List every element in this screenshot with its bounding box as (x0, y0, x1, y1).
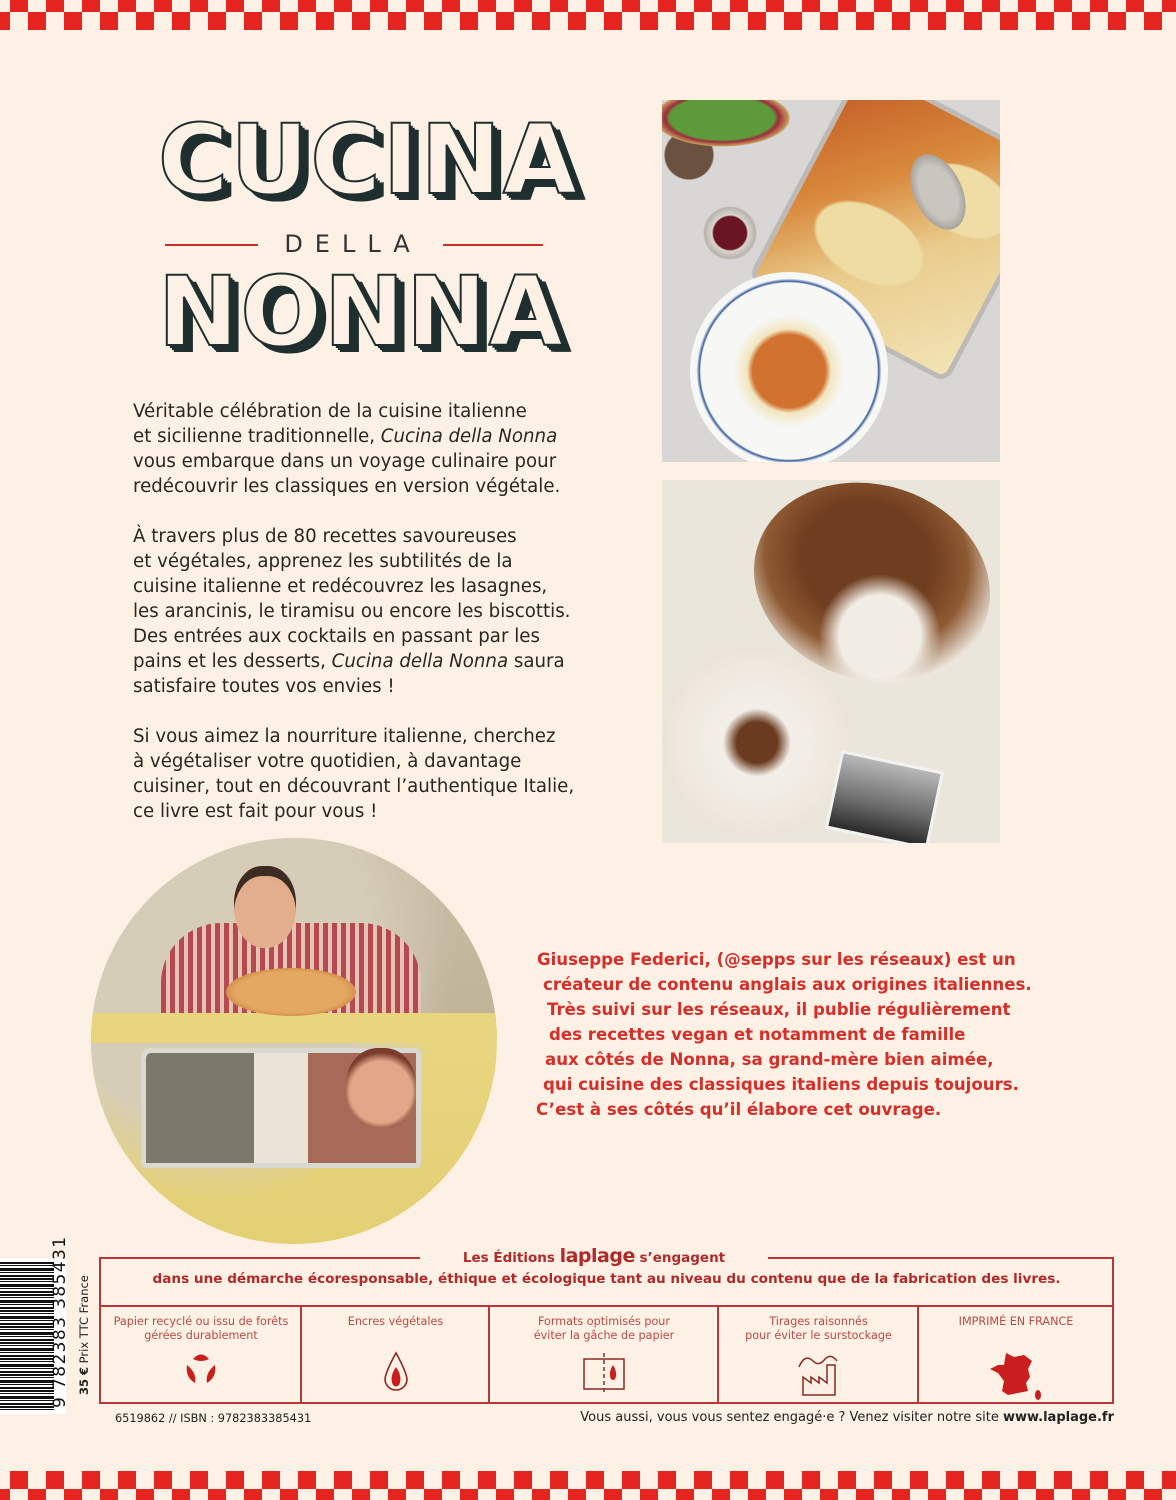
checker-row (0, 1489, 1176, 1500)
lasagna-plate (690, 272, 888, 462)
price-suffix: Prix TTC France (77, 1275, 91, 1367)
text-line: cuisiner, tout en découvrant l’authentique Italie, (133, 776, 575, 797)
author-bio (505, 947, 1032, 1122)
item-label: IMPRIMÉ EN FRANCE (958, 1315, 1074, 1328)
item-label: gérées durablement (144, 1329, 258, 1342)
title-nonna: NONNA (158, 256, 565, 368)
checker-row (0, 12, 1176, 30)
engagement-item-vegetable-inks (300, 1307, 489, 1404)
text-line: les arancinis, le tiramisu ou encore les biscottis. (133, 601, 571, 622)
title-rule-left (165, 244, 258, 246)
engagement-item-recycled-paper (101, 1307, 301, 1404)
text-line: satisfaire toutes vos envies ! (133, 676, 395, 697)
text-line: vous embarque dans un voyage culinaire pour (133, 451, 557, 472)
tiramisu-bowl (662, 645, 852, 840)
heading-prefix: Les Éditions (462, 1250, 560, 1266)
bio-line: des recettes vegan et notamment de famille (549, 1025, 966, 1044)
text-fragment: et sicilienne traditionnelle, (133, 426, 381, 447)
vintage-photograph (825, 750, 944, 843)
author-head (234, 866, 296, 948)
text-fragment: pains et les desserts, (133, 651, 332, 672)
barcode-bars (0, 1262, 54, 1410)
recycled-leaves-icon (183, 1351, 219, 1387)
nonna-face (346, 1048, 416, 1128)
description-paragraph-1 (133, 399, 633, 499)
title-cucina: CUCINA (158, 104, 580, 216)
checkered-border-top (0, 0, 1176, 30)
text-line: et végétales, apprenez les subtilités de la (133, 551, 513, 572)
checker-row (0, 0, 1176, 12)
ink-drop-leaf-icon (381, 1351, 411, 1395)
text-line: À travers plus de 80 recettes savoureuses (133, 526, 517, 547)
laplage-logo: laplage (559, 1245, 635, 1267)
item-label: éviter la gâche de papier (533, 1329, 675, 1342)
bio-line: qui cuisine des classiques italiens depuis toujours. (543, 1075, 1019, 1094)
item-label: pour éviter le surstockage (745, 1329, 892, 1342)
website-link[interactable]: www.laplage.fr (1002, 1410, 1114, 1425)
text-line: Des entrées aux cocktails en passant par les (133, 626, 540, 647)
book-description (133, 399, 633, 849)
engagement-item-printed-in-france (917, 1307, 1113, 1404)
text-line: Véritable célébration de la cuisine italienne (133, 401, 527, 422)
author-photo (91, 838, 497, 1244)
text-line: à végétaliser votre quotidien, à davantage (133, 751, 522, 772)
title-della: DELLA (284, 230, 422, 258)
text-line (133, 649, 633, 674)
factory-icon (797, 1351, 841, 1397)
bio-line: créateur de contenu anglais aux origines italiennes. (543, 975, 1032, 994)
france-map-icon (988, 1351, 1044, 1403)
pizza (226, 968, 356, 1016)
description-paragraph-3 (133, 724, 633, 824)
price-value: 35 € (77, 1366, 91, 1395)
barcode-digits: 9 782383 385431 (50, 1235, 70, 1408)
text-line: Si vous aimez la nourriture italienne, cherchez (133, 726, 556, 747)
bio-line: aux côtés de Nonna, sa grand-mère bien aimée, (545, 1050, 994, 1069)
bio-line: Giuseppe Federici, (@sepps sur les réseaux) est un (537, 950, 1016, 969)
visit-website-line (580, 1410, 1114, 1425)
book-title-italic: Cucina della Nonna (380, 426, 558, 447)
price-label (77, 1275, 91, 1395)
item-label: Encres végétales (347, 1315, 444, 1328)
visit-text: Vous aussi, vous vous sentez engagé·e ? Venez visiter notre site (580, 1410, 1003, 1425)
checker-row (0, 1471, 1176, 1489)
isbn-line: 6519862 // ISBN : 9782383385431 (115, 1412, 312, 1425)
item-label: Papier recyclé ou issu de forêts (113, 1315, 289, 1328)
lasagna-photo (662, 100, 1000, 462)
text-line: ce livre est fait pour vous ! (133, 801, 378, 822)
engagement-item-reasoned-print-runs (717, 1307, 918, 1404)
text-line: redécouvrir les classiques en version végétale. (133, 476, 561, 497)
item-label: Formats optimisés pour (538, 1315, 670, 1328)
text-line: cuisine italienne et redécouvrez les lasagnes, (133, 576, 548, 597)
book-title-italic: Cucina della Nonna (331, 651, 509, 672)
tiramisu-photo (662, 480, 1000, 843)
item-label: Tirages raisonnés (769, 1315, 868, 1328)
heading-suffix: s’engagent (634, 1250, 726, 1266)
folded-paper-leaf-icon (582, 1351, 626, 1397)
bio-line: C’est à ses côtés qu’il élabore cet ouvrage. (536, 1100, 942, 1119)
text-line (133, 424, 633, 449)
title-rule-right (443, 244, 543, 246)
checkered-border-bottom (0, 1471, 1176, 1500)
engagement-subtitle: dans une démarche écoresponsable, éthique et écologique tant au niveau du contenu que de la fabrication des livres. (152, 1271, 1061, 1287)
engagement-item-optimized-formats (488, 1307, 718, 1404)
text-fragment: saura (508, 651, 565, 672)
isbn-barcode (0, 1235, 70, 1414)
description-paragraph-2 (133, 524, 633, 699)
engagement-heading (420, 1244, 768, 1268)
yellow-car-roof (91, 1013, 497, 1043)
bio-line: Très suivi sur les réseaux, il publie régulièrement (547, 1000, 1011, 1019)
